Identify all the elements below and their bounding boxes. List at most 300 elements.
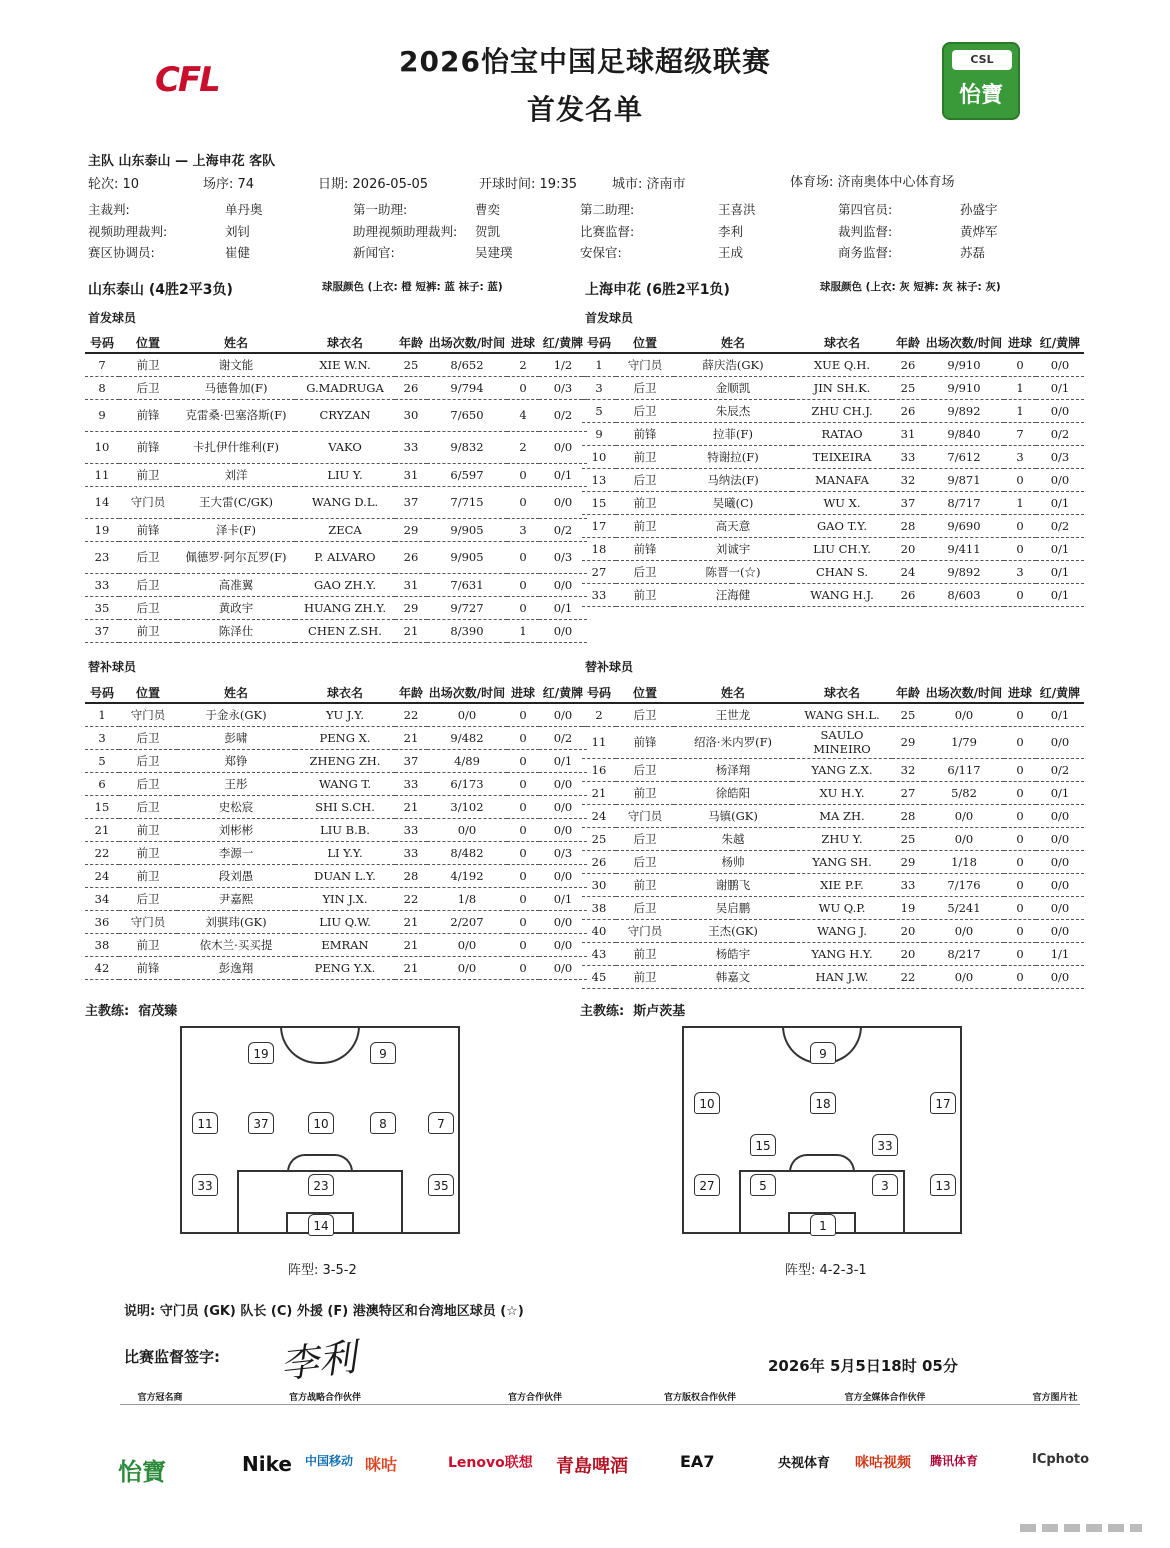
player-cell: CHAN S. bbox=[792, 560, 892, 583]
player-cell: 9/840 bbox=[924, 422, 1004, 445]
player-cell: 35 bbox=[85, 596, 119, 619]
player-cell: 段刘愚 bbox=[177, 864, 295, 887]
official-role: 第四官员: bbox=[838, 202, 893, 217]
player-cell: LIU B.B. bbox=[295, 818, 395, 841]
player-cell: XIE P.F. bbox=[792, 873, 892, 896]
player-cell: 0/0 bbox=[539, 795, 587, 818]
player-cell: ZHENG ZH. bbox=[295, 749, 395, 772]
player-cell: 0/1 bbox=[1036, 703, 1084, 726]
player-cell: 29 bbox=[892, 726, 924, 758]
player-cell: 33 bbox=[892, 445, 924, 468]
player-row bbox=[85, 376, 587, 399]
official-name: 王成 bbox=[718, 245, 744, 260]
player-shirt-icon: 10 bbox=[694, 1092, 720, 1114]
player-cell: 9/871 bbox=[924, 468, 1004, 491]
player-cell: 前卫 bbox=[616, 781, 674, 804]
player-cell: GAO T.Y. bbox=[792, 514, 892, 537]
player-shirt-icon: 23 bbox=[308, 1174, 334, 1196]
player-cell: 前卫 bbox=[119, 619, 177, 642]
player-cell: 24 bbox=[85, 864, 119, 887]
player-cell: 23 bbox=[85, 541, 119, 573]
player-cell: 9/892 bbox=[924, 399, 1004, 422]
player-cell: 守门员 bbox=[616, 919, 674, 942]
player-row bbox=[582, 919, 1084, 942]
player-cell: 依木兰·买买提 bbox=[177, 933, 295, 956]
player-cell: 后卫 bbox=[616, 468, 674, 491]
player-cell: 高准翼 bbox=[177, 573, 295, 596]
player-row bbox=[582, 942, 1084, 965]
player-cell: DUAN L.Y. bbox=[295, 864, 395, 887]
player-row bbox=[85, 726, 587, 749]
page-indicator bbox=[1020, 1522, 1142, 1536]
player-cell: 后卫 bbox=[119, 795, 177, 818]
player-cell: WANG D.L. bbox=[295, 486, 395, 518]
column-header: 进球 bbox=[1004, 683, 1036, 703]
player-cell: XUE Q.H. bbox=[792, 353, 892, 376]
away-formation-pitch bbox=[682, 1026, 962, 1234]
player-cell: 0 bbox=[507, 596, 539, 619]
column-header: 年龄 bbox=[395, 683, 427, 703]
signature-label: 比赛监督签字: bbox=[124, 1348, 220, 1366]
player-cell: 28 bbox=[892, 804, 924, 827]
player-cell: 21 bbox=[395, 933, 427, 956]
player-cell: 守门员 bbox=[119, 486, 177, 518]
player-cell: 守门员 bbox=[119, 703, 177, 726]
player-cell: 11 bbox=[582, 726, 616, 758]
column-header: 红/黄牌 bbox=[539, 683, 587, 703]
player-cell: 韩嘉文 bbox=[674, 965, 792, 988]
player-row bbox=[582, 781, 1084, 804]
official-name: 孙盛宇 bbox=[960, 202, 998, 217]
player-cell: 0 bbox=[1004, 896, 1036, 919]
player-cell: 佩德罗·阿尔瓦罗(F) bbox=[177, 541, 295, 573]
player-cell: 40 bbox=[582, 919, 616, 942]
csl-logo: CSL 怡寶 bbox=[942, 42, 1020, 120]
player-row bbox=[582, 399, 1084, 422]
column-header: 年龄 bbox=[892, 683, 924, 703]
player-cell: 前卫 bbox=[616, 965, 674, 988]
player-cell: 33 bbox=[85, 573, 119, 596]
player-row bbox=[85, 703, 587, 726]
player-cell: 3 bbox=[582, 376, 616, 399]
player-cell: 21 bbox=[395, 910, 427, 933]
column-header: 球衣名 bbox=[792, 683, 892, 703]
player-cell: 刘骐玮(GK) bbox=[177, 910, 295, 933]
player-cell: SAULO MINEIRO bbox=[792, 726, 892, 758]
player-row bbox=[85, 956, 587, 979]
player-cell: 陈泽仕 bbox=[177, 619, 295, 642]
player-row bbox=[85, 910, 587, 933]
player-cell: 1 bbox=[85, 703, 119, 726]
player-cell: 0/1 bbox=[539, 887, 587, 910]
sponsor-logo: ICphoto bbox=[1032, 1452, 1090, 1467]
sponsor-category: 官方版权合作伙伴 bbox=[663, 1393, 736, 1403]
player-cell: 0 bbox=[1004, 583, 1036, 606]
away-subs-table bbox=[582, 683, 1084, 989]
player-row bbox=[85, 596, 587, 619]
player-cell: 6/117 bbox=[924, 758, 1004, 781]
official-role: 商务监督: bbox=[838, 245, 893, 260]
player-cell: 0/0 bbox=[539, 933, 587, 956]
cfl-logo: CFL bbox=[155, 60, 219, 100]
player-cell: 24 bbox=[582, 804, 616, 827]
player-cell: 9/892 bbox=[924, 560, 1004, 583]
player-row bbox=[85, 619, 587, 642]
sponsor-logo: Nike bbox=[242, 1452, 292, 1476]
player-cell: 后卫 bbox=[119, 887, 177, 910]
match-round: 轮次: 10 bbox=[88, 177, 140, 192]
player-cell: 33 bbox=[892, 873, 924, 896]
player-shirt-icon: 35 bbox=[428, 1174, 454, 1196]
player-cell: 1/1 bbox=[1036, 942, 1084, 965]
player-cell: 0/3 bbox=[539, 541, 587, 573]
player-cell: WU Q.P. bbox=[792, 896, 892, 919]
player-cell: 0 bbox=[507, 818, 539, 841]
player-shirt-icon: 19 bbox=[248, 1042, 274, 1064]
player-cell: 0/3 bbox=[1036, 445, 1084, 468]
player-cell: 0 bbox=[1004, 942, 1036, 965]
player-cell: P. ALVARO bbox=[295, 541, 395, 573]
player-cell: 1 bbox=[1004, 491, 1036, 514]
player-cell: 彭啸 bbox=[177, 726, 295, 749]
column-header: 出场次数/时间 bbox=[924, 683, 1004, 703]
player-row bbox=[582, 804, 1084, 827]
player-cell: 31 bbox=[892, 422, 924, 445]
official-name: 苏磊 bbox=[960, 245, 986, 260]
player-cell: 前锋 bbox=[119, 431, 177, 463]
player-shirt-icon: 33 bbox=[192, 1174, 218, 1196]
player-cell: 0/0 bbox=[427, 933, 507, 956]
player-cell: 18 bbox=[582, 537, 616, 560]
player-cell: 9/482 bbox=[427, 726, 507, 749]
player-row bbox=[582, 850, 1084, 873]
player-cell: 1 bbox=[507, 619, 539, 642]
player-cell: 38 bbox=[85, 933, 119, 956]
player-cell: 泽卡(F) bbox=[177, 518, 295, 541]
player-cell: 0/0 bbox=[539, 864, 587, 887]
player-cell: 刘洋 bbox=[177, 463, 295, 486]
player-cell: 0/0 bbox=[1036, 353, 1084, 376]
official-name: 刘钊 bbox=[225, 224, 251, 239]
player-cell: 0 bbox=[507, 956, 539, 979]
player-cell: 7/176 bbox=[924, 873, 1004, 896]
player-cell: 31 bbox=[395, 573, 427, 596]
player-cell: XU H.Y. bbox=[792, 781, 892, 804]
player-cell: 王杰(GK) bbox=[674, 919, 792, 942]
player-cell: 守门员 bbox=[616, 804, 674, 827]
player-row bbox=[582, 491, 1084, 514]
player-cell: 绍洛·米内罗(F) bbox=[674, 726, 792, 758]
column-header: 年龄 bbox=[395, 333, 427, 353]
player-cell: 9/910 bbox=[924, 376, 1004, 399]
player-cell: 0/0 bbox=[427, 703, 507, 726]
player-cell: 9/727 bbox=[427, 596, 507, 619]
player-cell: 3 bbox=[85, 726, 119, 749]
player-cell: 22 bbox=[85, 841, 119, 864]
player-cell: 21 bbox=[395, 795, 427, 818]
player-cell: 21 bbox=[85, 818, 119, 841]
player-cell: 37 bbox=[892, 491, 924, 514]
player-cell: 26 bbox=[582, 850, 616, 873]
player-cell: 0/1 bbox=[539, 463, 587, 486]
player-cell: 0 bbox=[507, 486, 539, 518]
player-cell: 26 bbox=[892, 583, 924, 606]
player-cell: 后卫 bbox=[119, 749, 177, 772]
player-cell: 19 bbox=[892, 896, 924, 919]
player-cell: CHEN Z.SH. bbox=[295, 619, 395, 642]
player-cell: 28 bbox=[395, 864, 427, 887]
player-cell: 朱辰杰 bbox=[674, 399, 792, 422]
player-shirt-icon: 1 bbox=[810, 1214, 836, 1236]
player-cell: 26 bbox=[395, 541, 427, 573]
column-header: 位置 bbox=[616, 683, 674, 703]
player-cell: 薛庆浩(GK) bbox=[674, 353, 792, 376]
column-header: 进球 bbox=[507, 683, 539, 703]
player-cell: 0 bbox=[1004, 537, 1036, 560]
player-cell: 8/652 bbox=[427, 353, 507, 376]
player-cell: 26 bbox=[892, 353, 924, 376]
player-cell: 后卫 bbox=[616, 758, 674, 781]
player-cell: 32 bbox=[892, 758, 924, 781]
player-shirt-icon: 13 bbox=[930, 1174, 956, 1196]
player-cell: 0/0 bbox=[1036, 726, 1084, 758]
player-cell: 20 bbox=[892, 942, 924, 965]
player-cell: 0 bbox=[1004, 758, 1036, 781]
player-cell: 1 bbox=[1004, 399, 1036, 422]
player-cell: 2 bbox=[582, 703, 616, 726]
player-cell: 9/411 bbox=[924, 537, 1004, 560]
column-header: 号码 bbox=[85, 333, 119, 353]
player-cell: 1 bbox=[582, 353, 616, 376]
player-cell: YIN J.X. bbox=[295, 887, 395, 910]
player-row bbox=[85, 933, 587, 956]
player-row bbox=[85, 463, 587, 486]
player-cell: 7 bbox=[85, 353, 119, 376]
player-cell: 王世龙 bbox=[674, 703, 792, 726]
player-cell: 前锋 bbox=[616, 726, 674, 758]
player-cell: XIE W.N. bbox=[295, 353, 395, 376]
player-cell: 彭逸翔 bbox=[177, 956, 295, 979]
player-cell: 7/715 bbox=[427, 486, 507, 518]
player-cell: WANG H.J. bbox=[792, 583, 892, 606]
player-cell: 徐皓阳 bbox=[674, 781, 792, 804]
player-shirt-icon: 10 bbox=[308, 1112, 334, 1134]
player-cell: 0/0 bbox=[924, 804, 1004, 827]
player-shirt-icon: 3 bbox=[872, 1174, 898, 1196]
player-cell: 0/2 bbox=[539, 518, 587, 541]
player-row bbox=[85, 864, 587, 887]
player-cell: 15 bbox=[582, 491, 616, 514]
player-cell: 0/1 bbox=[539, 596, 587, 619]
player-cell: 陈晋一(☆) bbox=[674, 560, 792, 583]
player-cell: 4 bbox=[507, 399, 539, 431]
player-cell: WANG T. bbox=[295, 772, 395, 795]
player-row bbox=[582, 560, 1084, 583]
away-coach: 主教练: 斯卢茨基 bbox=[580, 1004, 686, 1019]
player-cell: 25 bbox=[582, 827, 616, 850]
player-cell: TEIXEIRA bbox=[792, 445, 892, 468]
player-row bbox=[582, 422, 1084, 445]
player-cell: 后卫 bbox=[119, 541, 177, 573]
sponsor-logo: 咪咕视频 bbox=[855, 1455, 911, 1471]
player-cell: 8/390 bbox=[427, 619, 507, 642]
player-row bbox=[582, 376, 1084, 399]
player-cell: 8 bbox=[85, 376, 119, 399]
player-cell: 杨泽翔 bbox=[674, 758, 792, 781]
player-cell: 杨帅 bbox=[674, 850, 792, 873]
official-role: 助理视频助理裁判: bbox=[353, 224, 458, 239]
home-coach: 主教练: 宿茂臻 bbox=[85, 1004, 178, 1019]
player-cell: 33 bbox=[395, 841, 427, 864]
player-cell: 0/0 bbox=[539, 573, 587, 596]
sponsor-logo: EA7 bbox=[680, 1452, 715, 1471]
player-cell: 克雷桑·巴塞洛斯(F) bbox=[177, 399, 295, 431]
player-cell: 0/0 bbox=[427, 956, 507, 979]
player-cell: 0/1 bbox=[1036, 376, 1084, 399]
player-cell: 45 bbox=[582, 965, 616, 988]
player-cell: 0/3 bbox=[539, 841, 587, 864]
player-cell: 前卫 bbox=[119, 933, 177, 956]
column-header: 进球 bbox=[1004, 333, 1036, 353]
player-cell: 6/597 bbox=[427, 463, 507, 486]
player-cell: 守门员 bbox=[119, 910, 177, 933]
player-shirt-icon: 17 bbox=[930, 1092, 956, 1114]
player-cell: 0 bbox=[507, 887, 539, 910]
player-cell: 25 bbox=[892, 827, 924, 850]
player-cell: 0/1 bbox=[1036, 781, 1084, 804]
player-cell: 0/1 bbox=[1036, 583, 1084, 606]
match-teams: 主队 山东泰山 — 上海申花 客队 bbox=[88, 154, 276, 169]
player-cell: HAN J.W. bbox=[792, 965, 892, 988]
player-cell: 0 bbox=[507, 463, 539, 486]
player-cell: 14 bbox=[85, 486, 119, 518]
player-cell: 33 bbox=[395, 431, 427, 463]
player-cell: 26 bbox=[395, 376, 427, 399]
sponsor-logo: 腾讯体育 bbox=[930, 1454, 979, 1468]
player-cell: 27 bbox=[582, 560, 616, 583]
player-cell: 卡扎伊什维利(F) bbox=[177, 431, 295, 463]
player-cell: 郑铮 bbox=[177, 749, 295, 772]
player-cell: 0/1 bbox=[1036, 560, 1084, 583]
player-cell: 0 bbox=[507, 864, 539, 887]
player-cell: 25 bbox=[892, 376, 924, 399]
player-cell: 1 bbox=[1004, 376, 1036, 399]
player-shirt-icon: 18 bbox=[810, 1092, 836, 1114]
player-cell: 7/612 bbox=[924, 445, 1004, 468]
player-row bbox=[582, 583, 1084, 606]
player-cell: VAKO bbox=[295, 431, 395, 463]
player-shirt-icon: 11 bbox=[192, 1112, 218, 1134]
player-cell: 守门员 bbox=[616, 353, 674, 376]
player-cell: 1/2 bbox=[539, 353, 587, 376]
player-cell: 0/2 bbox=[1036, 758, 1084, 781]
column-header: 红/黄牌 bbox=[1036, 683, 1084, 703]
player-cell: 10 bbox=[85, 431, 119, 463]
player-cell: 后卫 bbox=[119, 772, 177, 795]
column-header: 出场次数/时间 bbox=[427, 683, 507, 703]
player-cell: 前锋 bbox=[119, 518, 177, 541]
official-name: 王喜洪 bbox=[718, 202, 756, 217]
player-cell: 拉菲(F) bbox=[674, 422, 792, 445]
player-cell: 4/89 bbox=[427, 749, 507, 772]
home-formation: 阵型: 3-5-2 bbox=[288, 1263, 357, 1278]
player-cell: 28 bbox=[892, 514, 924, 537]
player-cell: 0 bbox=[1004, 873, 1036, 896]
player-cell: 0/3 bbox=[539, 376, 587, 399]
player-cell: JIN SH.K. bbox=[792, 376, 892, 399]
player-row bbox=[85, 887, 587, 910]
player-row bbox=[582, 514, 1084, 537]
match-date: 日期: 2026-05-05 bbox=[318, 177, 429, 192]
player-cell: 黄政宇 bbox=[177, 596, 295, 619]
player-cell: 32 bbox=[892, 468, 924, 491]
player-cell: 1/79 bbox=[924, 726, 1004, 758]
player-cell: 0/2 bbox=[1036, 422, 1084, 445]
column-header: 号码 bbox=[85, 683, 119, 703]
player-cell: 30 bbox=[395, 399, 427, 431]
official-role: 安保官: bbox=[580, 245, 622, 260]
player-cell: 22 bbox=[395, 887, 427, 910]
player-cell: 29 bbox=[395, 596, 427, 619]
player-cell: 前卫 bbox=[616, 942, 674, 965]
player-cell: 42 bbox=[85, 956, 119, 979]
player-cell: 0/0 bbox=[1036, 965, 1084, 988]
player-cell: 前卫 bbox=[616, 873, 674, 896]
player-cell: 9/794 bbox=[427, 376, 507, 399]
player-cell: 0/0 bbox=[1036, 468, 1084, 491]
player-cell: 10 bbox=[582, 445, 616, 468]
player-cell: 后卫 bbox=[616, 560, 674, 583]
player-cell: 9/832 bbox=[427, 431, 507, 463]
player-cell: 34 bbox=[85, 887, 119, 910]
player-cell: 6/173 bbox=[427, 772, 507, 795]
player-cell: CRYZAN bbox=[295, 399, 395, 431]
away-kit-colors: 球服颜色 (上衣: 灰 短裤: 灰 袜子: 灰) bbox=[820, 281, 1001, 293]
sponsor-logo: 中国移动 bbox=[305, 1454, 354, 1468]
player-cell: 9 bbox=[582, 422, 616, 445]
column-header: 位置 bbox=[119, 683, 177, 703]
sponsor-divider bbox=[120, 1404, 1080, 1405]
player-row bbox=[85, 541, 587, 573]
player-cell: 0/0 bbox=[924, 827, 1004, 850]
player-cell: 19 bbox=[85, 518, 119, 541]
away-formation: 阵型: 4-2-3-1 bbox=[785, 1263, 867, 1278]
away-starters-title: 首发球员 bbox=[585, 311, 634, 325]
official-role: 裁判监督: bbox=[838, 224, 893, 239]
player-cell: ZHU CH.J. bbox=[792, 399, 892, 422]
player-cell: 后卫 bbox=[119, 573, 177, 596]
player-cell: 0/0 bbox=[1036, 896, 1084, 919]
sponsor-logo: 怡寶 bbox=[118, 1458, 166, 1486]
player-cell: 0 bbox=[507, 772, 539, 795]
column-header: 球衣名 bbox=[295, 683, 395, 703]
player-cell: 33 bbox=[582, 583, 616, 606]
player-cell: 22 bbox=[892, 965, 924, 988]
player-cell: 0 bbox=[1004, 703, 1036, 726]
player-cell: 吴启鹏 bbox=[674, 896, 792, 919]
player-cell: 0 bbox=[507, 703, 539, 726]
player-cell: 史松宸 bbox=[177, 795, 295, 818]
player-shirt-icon: 33 bbox=[872, 1134, 898, 1156]
player-cell: 16 bbox=[582, 758, 616, 781]
player-cell: 前卫 bbox=[616, 491, 674, 514]
player-cell: 前卫 bbox=[119, 864, 177, 887]
sponsor-category: 官方图片社 bbox=[1032, 1393, 1078, 1403]
player-cell: 0 bbox=[507, 841, 539, 864]
player-cell: 0/0 bbox=[1036, 850, 1084, 873]
player-cell: 前卫 bbox=[119, 353, 177, 376]
player-cell: 0/0 bbox=[427, 818, 507, 841]
